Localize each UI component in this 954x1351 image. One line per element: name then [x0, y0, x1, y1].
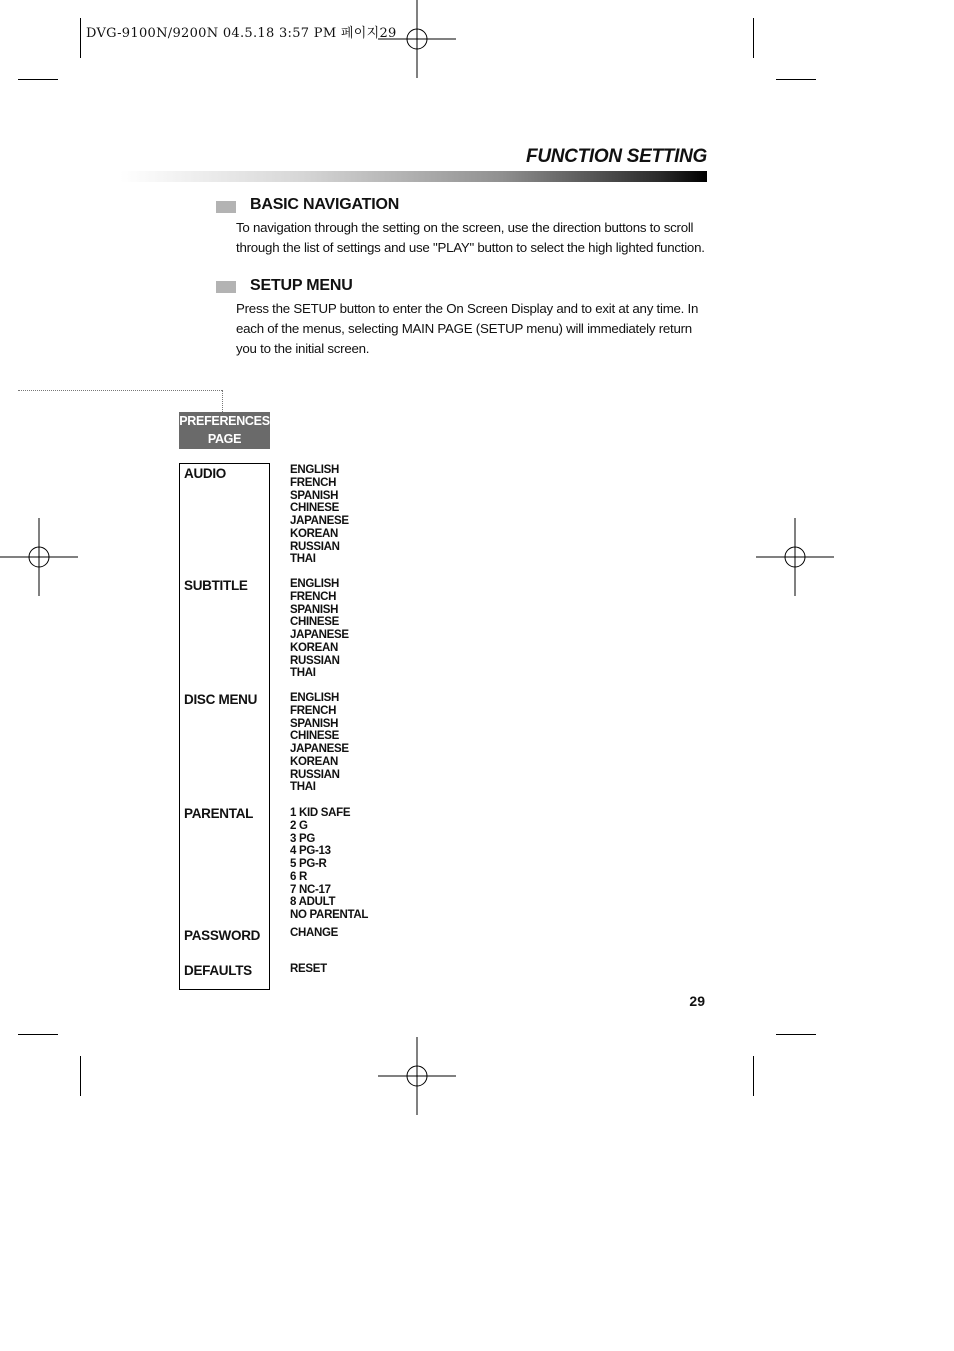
option: 2 G [290, 819, 308, 832]
section-body-setup-menu: Press the SETUP button to enter the On Screen Display and to exit at any time. In each of the menus, selecting MAIN PAGE (SETUP menu) will immediately return you to the initial screen. [236, 301, 699, 356]
options-subtitle [290, 578, 349, 680]
option: FRENCH [290, 476, 337, 489]
option: RUSSIAN [290, 768, 340, 781]
crop-mark [18, 1034, 58, 1035]
option: CHINESE [290, 502, 340, 515]
crop-mark [80, 1056, 81, 1096]
option: THAI [290, 667, 316, 680]
crop-mark [18, 79, 58, 80]
option: FRENCH [290, 590, 337, 603]
option: 8 ADULT [290, 896, 336, 909]
menu-item-defaults: DEFAULTS [184, 963, 252, 978]
crop-mark [753, 18, 754, 58]
option: 4 PG-13 [290, 845, 331, 858]
preferences-page-tab: PREFERENCES PAGE [179, 412, 270, 449]
section-heading-basic-navigation: BASIC NAVIGATION [250, 196, 400, 213]
option: FRENCH [290, 704, 337, 717]
option: SPANISH [290, 603, 339, 616]
option: JAPANESE [290, 629, 349, 641]
option: THAI [290, 553, 316, 566]
option: 1 KID SAFE [290, 807, 351, 819]
registration-mark-icon [756, 518, 834, 596]
menu-item-password: PASSWORD [184, 928, 261, 943]
option: SPANISH [290, 489, 339, 502]
section-heading-setup-menu: SETUP MENU [250, 277, 353, 294]
option: KOREAN [290, 641, 339, 654]
option: RUSSIAN [290, 540, 340, 553]
menu-item-audio: AUDIO [184, 466, 226, 481]
option: 6 R [290, 870, 307, 883]
option: 3 PG [290, 832, 316, 845]
option: ENGLISH [290, 578, 340, 590]
option: 5 PG-R [290, 858, 327, 870]
menu-item-disc-menu: DISC MENU [184, 692, 258, 707]
dotted-divider [18, 390, 222, 391]
option: THAI [290, 781, 316, 794]
menu-item-subtitle: SUBTITLE [184, 578, 248, 593]
crop-mark [80, 18, 81, 58]
option: CHANGE [290, 927, 339, 939]
option: CHINESE [290, 616, 340, 629]
section-marker [216, 281, 236, 293]
section-marker [216, 201, 236, 213]
section-body-basic-navigation: To navigation through the setting on the screen, use the direction buttons to scroll through the list of settings and use "PLAY" button to select the high lighted function. [236, 220, 705, 255]
option: RUSSIAN [290, 654, 340, 667]
menu-item-parental: PARENTAL [184, 806, 254, 821]
crop-mark [776, 1034, 816, 1035]
option: ENGLISH [290, 692, 340, 704]
dotted-divider [222, 390, 223, 412]
options-parental [290, 807, 368, 922]
option: NO PARENTAL [290, 909, 369, 921]
option: RESET [290, 963, 327, 975]
page-title: FUNCTION SETTING [526, 146, 707, 167]
title-gradient-bar [120, 171, 707, 182]
registration-mark-icon [378, 1037, 456, 1115]
registration-mark-icon [0, 518, 78, 596]
option: SPANISH [290, 717, 339, 730]
crop-mark [776, 79, 816, 80]
options-disc-menu [290, 692, 349, 794]
page-number: 29 [689, 993, 705, 1009]
print-slug: DVG-9100N/9200N 04.5.18 3:57 PM 페이지29 [86, 26, 397, 41]
option: JAPANESE [290, 743, 349, 755]
options-password [290, 927, 338, 940]
option: 7 NC-17 [290, 883, 331, 896]
options-audio [290, 464, 349, 566]
option: ENGLISH [290, 464, 340, 476]
options-defaults [290, 963, 327, 976]
option: JAPANESE [290, 515, 349, 527]
crop-mark [753, 1056, 754, 1096]
option: KOREAN [290, 755, 339, 768]
option: CHINESE [290, 730, 340, 743]
menu-box [179, 463, 270, 990]
option: KOREAN [290, 527, 339, 540]
